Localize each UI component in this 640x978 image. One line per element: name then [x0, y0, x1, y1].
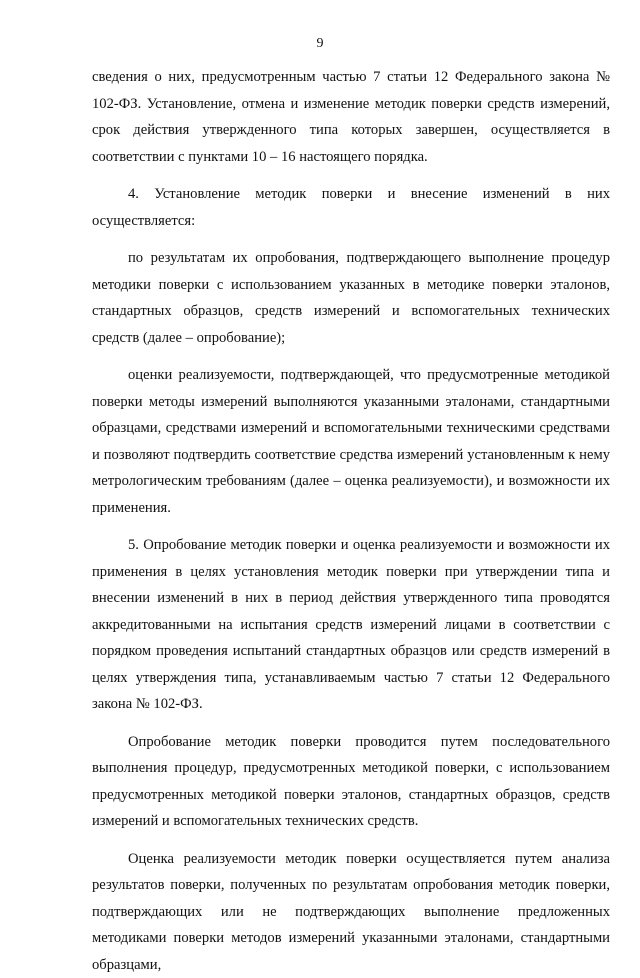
paragraph-trial-results: по результатам их опробования, подтверждающего выполнение процедур методики поверки с использованием указанных в методике поверки эталонов, стандартных образцов, средств измерений и вспомогательных технических средств (далее – опробование); [92, 245, 610, 351]
document-body [92, 64, 610, 978]
paragraph-item-5: 5. Опробование методик поверки и оценка реализуемости и возможности их применения в целях установления методик поверки при утверждении типа и внесении изменений в них в период действия утвержденного типа проводятся аккредитованными на испытания средств измерений лицами в соответствии с порядком проведения испытаний стандартных образцов или средств измерений в целях утверждения типа, устанавливаемым частью 7 статьи 12 Федерального закона № 102-ФЗ. [92, 532, 610, 718]
paragraph-trial-procedure: Опробование методик поверки проводится путем последовательного выполнения процедур, предусмотренных методикой поверки, с использованием предусмотренных методикой поверки эталонов, стандартных образцов, средств измерений и вспомогательных технических средств. [92, 729, 610, 835]
paragraph-feasibility-assessment: оценки реализуемости, подтверждающей, что предусмотренные методикой поверки методы измерений выполняются указанными эталонами, стандартными образцами, средствами измерений и вспомогательными техническими средствами и позволяют подтвердить соответствие средства измерений установленным к нему метрологическим требованиям (далее – оценка реализуемости), и возможности их применения. [92, 362, 610, 521]
page-number: 9 [0, 36, 640, 52]
paragraph-feasibility-procedure: Оценка реализуемости методик поверки осуществляется путем анализа результатов поверки, полученных по результатам опробования методик поверки, подтверждающих или не подтверждающих выполнение предложенных методиками поверки методов измерений указанными эталонами, стандартными образцами, [92, 846, 610, 978]
paragraph-item-4: 4. Установление методик поверки и внесение изменений в них осуществляется: [92, 181, 610, 234]
paragraph-continuation: сведения о них, предусмотренным частью 7 статьи 12 Федерального закона № 102-ФЗ. Установление, отмена и изменение методик поверки средств измерений, срок действия утвержденного типа которых завершен, осуществляется в соответствии с пунктами 10 – 16 настоящего порядка. [92, 64, 610, 170]
